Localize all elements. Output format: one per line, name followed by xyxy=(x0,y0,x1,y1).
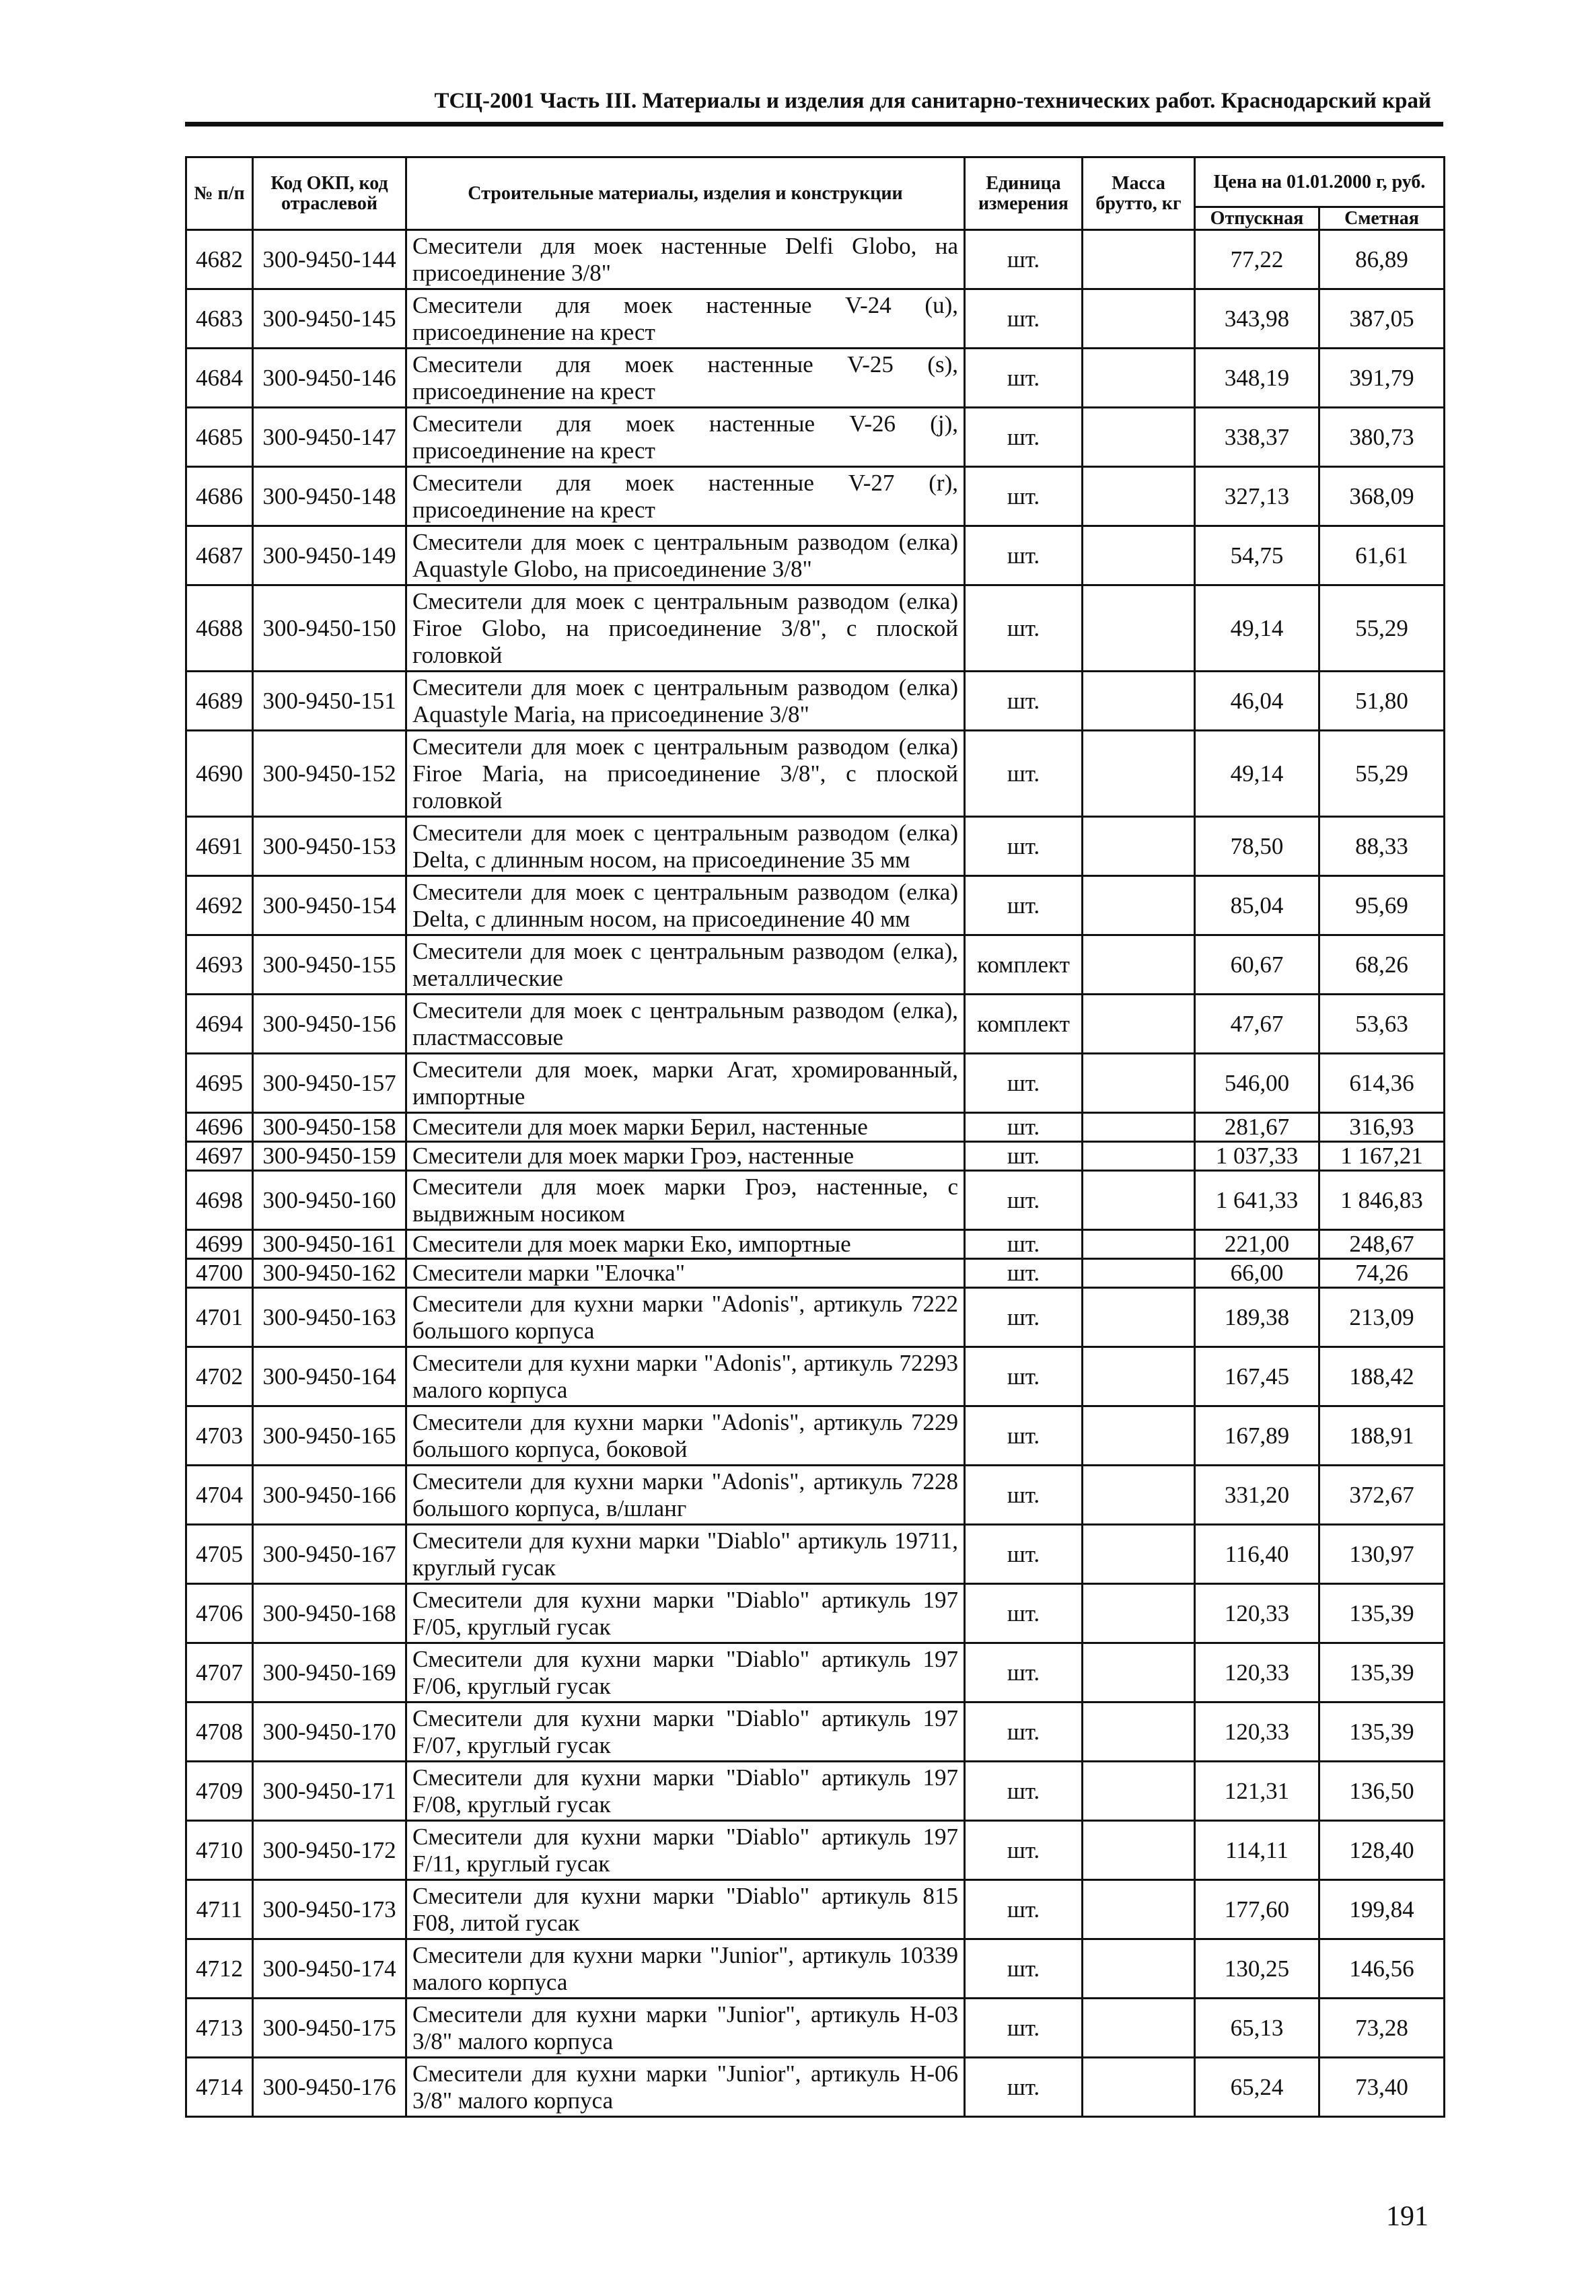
col-header-mass: Масса брутто, кг xyxy=(1083,157,1195,230)
cell-code: 300-9450-166 xyxy=(253,1466,406,1525)
cell-unit: шт. xyxy=(965,1525,1083,1584)
cell-num: 4692 xyxy=(186,876,253,935)
cell-mass xyxy=(1083,1171,1195,1230)
table-row xyxy=(186,1762,1445,1821)
cell-num: 4693 xyxy=(186,935,253,995)
cell-code: 300-9450-158 xyxy=(253,1113,406,1142)
cell-name: Смесители марки "Елочка" xyxy=(406,1259,965,1288)
cell-mass xyxy=(1083,1939,1195,1999)
cell-release: 65,24 xyxy=(1195,2058,1319,2117)
table-row xyxy=(186,1999,1445,2058)
cell-estimate: 135,39 xyxy=(1319,1643,1445,1702)
cell-name: Смесители для кухни марки "Diablo" артикуль 197 F/11, круглый гусак xyxy=(406,1821,965,1880)
header-title: ТСЦ-2001 Часть III. Материалы и изделия для санитарно-технических работ. Краснодарский край xyxy=(434,89,1431,113)
cell-unit: шт. xyxy=(965,1142,1083,1171)
cell-mass xyxy=(1083,1584,1195,1643)
cell-unit: шт. xyxy=(965,1259,1083,1288)
table-row xyxy=(186,1643,1445,1702)
cell-estimate: 86,89 xyxy=(1319,230,1445,289)
cell-num: 4689 xyxy=(186,672,253,731)
table-row xyxy=(186,1259,1445,1288)
cell-estimate: 95,69 xyxy=(1319,876,1445,935)
cell-unit: шт. xyxy=(965,1762,1083,1821)
cell-num: 4698 xyxy=(186,1171,253,1230)
cell-name: Смесители для кухни марки "Junior", артикуль 10339 малого корпуса xyxy=(406,1939,965,1999)
cell-num: 4711 xyxy=(186,1880,253,1939)
table-row xyxy=(186,2058,1445,2117)
cell-estimate: 213,09 xyxy=(1319,1288,1445,1347)
cell-estimate: 55,29 xyxy=(1319,731,1445,817)
cell-code: 300-9450-170 xyxy=(253,1702,406,1762)
cell-num: 4690 xyxy=(186,731,253,817)
cell-mass xyxy=(1083,1999,1195,2058)
cell-release: 77,22 xyxy=(1195,230,1319,289)
cell-mass xyxy=(1083,467,1195,526)
cell-code: 300-9450-156 xyxy=(253,995,406,1054)
col-header-price: Цена на 01.01.2000 г, руб. xyxy=(1195,157,1445,207)
cell-estimate: 73,28 xyxy=(1319,1999,1445,2058)
price-table xyxy=(185,156,1445,2118)
cell-mass xyxy=(1083,1230,1195,1259)
cell-release: 120,33 xyxy=(1195,1643,1319,1702)
cell-name: Смесители для кухни марки "Diablo" артикуль 197 F/06, круглый гусак xyxy=(406,1643,965,1702)
cell-mass xyxy=(1083,935,1195,995)
cell-estimate: 51,80 xyxy=(1319,672,1445,731)
cell-release: 120,33 xyxy=(1195,1702,1319,1762)
cell-code: 300-9450-157 xyxy=(253,1054,406,1113)
cell-release: 221,00 xyxy=(1195,1230,1319,1259)
cell-mass xyxy=(1083,1525,1195,1584)
col-header-name: Строительные материалы, изделия и конструкции xyxy=(406,157,965,230)
cell-code: 300-9450-153 xyxy=(253,817,406,876)
cell-estimate: 128,40 xyxy=(1319,1821,1445,1880)
cell-name: Смесители для моек с центральным разводом (елка) Delta, с длинным носом, на присоединение 40 мм xyxy=(406,876,965,935)
cell-name: Смесители для кухни марки "Adonis", артикуль 72293 малого корпуса xyxy=(406,1347,965,1406)
cell-num: 4684 xyxy=(186,349,253,408)
cell-release: 116,40 xyxy=(1195,1525,1319,1584)
cell-num: 4714 xyxy=(186,2058,253,2117)
cell-num: 4696 xyxy=(186,1113,253,1142)
cell-code: 300-9450-164 xyxy=(253,1347,406,1406)
cell-estimate: 74,26 xyxy=(1319,1259,1445,1288)
cell-name: Смесители для моек с центральным разводом (елка) Aquastyle Globo, на присоединение 3/8" xyxy=(406,526,965,585)
cell-mass xyxy=(1083,1466,1195,1525)
cell-num: 4685 xyxy=(186,408,253,467)
cell-release: 348,19 xyxy=(1195,349,1319,408)
cell-mass xyxy=(1083,1702,1195,1762)
table-row xyxy=(186,1171,1445,1230)
cell-name: Смесители для моек марки Гроэ, настенные xyxy=(406,1142,965,1171)
cell-unit: шт. xyxy=(965,526,1083,585)
cell-mass xyxy=(1083,1880,1195,1939)
page-number: 191 xyxy=(1386,2201,1428,2232)
table-row xyxy=(186,408,1445,467)
cell-code: 300-9450-174 xyxy=(253,1939,406,1999)
cell-release: 46,04 xyxy=(1195,672,1319,731)
cell-code: 300-9450-146 xyxy=(253,349,406,408)
cell-num: 4710 xyxy=(186,1821,253,1880)
cell-release: 47,67 xyxy=(1195,995,1319,1054)
cell-num: 4700 xyxy=(186,1259,253,1288)
cell-unit: шт. xyxy=(965,1406,1083,1466)
cell-estimate: 188,42 xyxy=(1319,1347,1445,1406)
cell-release: 546,00 xyxy=(1195,1054,1319,1113)
cell-release: 338,37 xyxy=(1195,408,1319,467)
cell-estimate: 136,50 xyxy=(1319,1762,1445,1821)
header-rule xyxy=(185,122,1443,127)
cell-name: Смесители для моек с центральным разводом (елка), пластмассовые xyxy=(406,995,965,1054)
cell-name: Смесители для моек с центральным разводом (елка) Firoe Globo, на присоединение 3/8", с плоской головкой xyxy=(406,585,965,672)
cell-unit: шт. xyxy=(965,1171,1083,1230)
col-header-release: Отпускная xyxy=(1195,207,1319,230)
cell-name: Смесители для кухни марки "Diablo" артикуль 815 F08, литой гусак xyxy=(406,1880,965,1939)
cell-name: Смесители для моек марки Еко, импортные xyxy=(406,1230,965,1259)
cell-estimate: 372,67 xyxy=(1319,1466,1445,1525)
table-row xyxy=(186,585,1445,672)
table-row xyxy=(186,1288,1445,1347)
cell-code: 300-9450-165 xyxy=(253,1406,406,1466)
cell-unit: шт. xyxy=(965,1999,1083,2058)
table-row xyxy=(186,731,1445,817)
cell-mass xyxy=(1083,1054,1195,1113)
cell-release: 49,14 xyxy=(1195,585,1319,672)
cell-name: Смесители для моек с центральным разводом (елка) Aquastyle Maria, на присоединение 3/8" xyxy=(406,672,965,731)
cell-code: 300-9450-149 xyxy=(253,526,406,585)
cell-code: 300-9450-176 xyxy=(253,2058,406,2117)
cell-release: 54,75 xyxy=(1195,526,1319,585)
cell-name: Смесители для кухни марки "Adonis", артикуль 7228 большого корпуса, в/шланг xyxy=(406,1466,965,1525)
cell-unit: шт. xyxy=(965,289,1083,349)
cell-name: Смесители для моек настенные V-25 (s), присоединение на крест xyxy=(406,349,965,408)
cell-name: Смесители для кухни марки "Diablo" артикуль 197 F/08, круглый гусак xyxy=(406,1762,965,1821)
cell-num: 4712 xyxy=(186,1939,253,1999)
cell-mass xyxy=(1083,1821,1195,1880)
cell-num: 4704 xyxy=(186,1466,253,1525)
cell-release: 331,20 xyxy=(1195,1466,1319,1525)
cell-code: 300-9450-148 xyxy=(253,467,406,526)
cell-release: 281,67 xyxy=(1195,1113,1319,1142)
table-row xyxy=(186,1584,1445,1643)
cell-release: 121,31 xyxy=(1195,1762,1319,1821)
cell-release: 167,45 xyxy=(1195,1347,1319,1406)
cell-name: Смесители для кухни марки "Diablo" артикуль 197 F/05, круглый гусак xyxy=(406,1584,965,1643)
cell-name: Смесители для моек настенные V-26 (j), присоединение на крест xyxy=(406,408,965,467)
cell-unit: шт. xyxy=(965,1288,1083,1347)
cell-name: Смесители для моек с центральным разводом (елка) Firoe Maria, на присоединение 3/8", с плоской головкой xyxy=(406,731,965,817)
cell-mass xyxy=(1083,876,1195,935)
cell-estimate: 614,36 xyxy=(1319,1054,1445,1113)
table-row xyxy=(186,672,1445,731)
cell-code: 300-9450-144 xyxy=(253,230,406,289)
cell-unit: шт. xyxy=(965,1113,1083,1142)
cell-code: 300-9450-162 xyxy=(253,1259,406,1288)
table-row xyxy=(186,995,1445,1054)
cell-num: 4683 xyxy=(186,289,253,349)
cell-estimate: 387,05 xyxy=(1319,289,1445,349)
cell-code: 300-9450-169 xyxy=(253,1643,406,1702)
cell-release: 78,50 xyxy=(1195,817,1319,876)
cell-code: 300-9450-163 xyxy=(253,1288,406,1347)
cell-estimate: 135,39 xyxy=(1319,1584,1445,1643)
table-body xyxy=(186,230,1445,2117)
cell-unit: шт. xyxy=(965,1821,1083,1880)
cell-mass xyxy=(1083,1259,1195,1288)
cell-name: Смесители для кухни марки "Diablo" артикуль 19711, круглый гусак xyxy=(406,1525,965,1584)
cell-unit: шт. xyxy=(965,1466,1083,1525)
cell-code: 300-9450-154 xyxy=(253,876,406,935)
table-row xyxy=(186,1347,1445,1406)
cell-num: 4699 xyxy=(186,1230,253,1259)
cell-release: 327,13 xyxy=(1195,467,1319,526)
cell-code: 300-9450-168 xyxy=(253,1584,406,1643)
cell-mass xyxy=(1083,1643,1195,1702)
cell-num: 4695 xyxy=(186,1054,253,1113)
table-row xyxy=(186,230,1445,289)
table-row xyxy=(186,1406,1445,1466)
cell-estimate: 199,84 xyxy=(1319,1880,1445,1939)
cell-unit: шт. xyxy=(965,731,1083,817)
cell-unit: шт. xyxy=(965,1054,1083,1113)
cell-code: 300-9450-152 xyxy=(253,731,406,817)
cell-estimate: 1 167,21 xyxy=(1319,1142,1445,1171)
cell-mass xyxy=(1083,585,1195,672)
cell-mass xyxy=(1083,289,1195,349)
cell-mass xyxy=(1083,1762,1195,1821)
cell-release: 85,04 xyxy=(1195,876,1319,935)
table-row xyxy=(186,1466,1445,1525)
cell-estimate: 73,40 xyxy=(1319,2058,1445,2117)
cell-code: 300-9450-175 xyxy=(253,1999,406,2058)
cell-mass xyxy=(1083,349,1195,408)
page-header xyxy=(185,86,1443,127)
table-row xyxy=(186,817,1445,876)
cell-unit: шт. xyxy=(965,585,1083,672)
cell-release: 189,38 xyxy=(1195,1288,1319,1347)
cell-release: 66,00 xyxy=(1195,1259,1319,1288)
col-header-code: Код ОКП, код отраслевой xyxy=(253,157,406,230)
cell-estimate: 316,93 xyxy=(1319,1113,1445,1142)
cell-estimate: 68,26 xyxy=(1319,935,1445,995)
table-row xyxy=(186,1821,1445,1880)
cell-mass xyxy=(1083,2058,1195,2117)
cell-code: 300-9450-147 xyxy=(253,408,406,467)
cell-name: Смесители для кухни марки "Diablo" артикуль 197 F/07, круглый гусак xyxy=(406,1702,965,1762)
cell-release: 343,98 xyxy=(1195,289,1319,349)
cell-name: Смесители для кухни марки "Adonis", артикуль 7229 большого корпуса, боковой xyxy=(406,1406,965,1466)
cell-mass xyxy=(1083,408,1195,467)
cell-name: Смесители для моек, марки Агат, хромированный, импортные xyxy=(406,1054,965,1113)
cell-mass xyxy=(1083,817,1195,876)
cell-name: Смесители для кухни марки "Junior", артикуль Н-06 3/8" малого корпуса xyxy=(406,2058,965,2117)
table-row xyxy=(186,1525,1445,1584)
cell-code: 300-9450-159 xyxy=(253,1142,406,1171)
cell-estimate: 53,63 xyxy=(1319,995,1445,1054)
cell-unit: шт. xyxy=(965,2058,1083,2117)
cell-unit: комплект xyxy=(965,935,1083,995)
cell-estimate: 61,61 xyxy=(1319,526,1445,585)
cell-unit: шт. xyxy=(965,1702,1083,1762)
cell-release: 1 037,33 xyxy=(1195,1142,1319,1171)
cell-unit: шт. xyxy=(965,408,1083,467)
cell-num: 4701 xyxy=(186,1288,253,1347)
cell-unit: шт. xyxy=(965,1347,1083,1406)
cell-estimate: 55,29 xyxy=(1319,585,1445,672)
table-row xyxy=(186,935,1445,995)
cell-unit: комплект xyxy=(965,995,1083,1054)
cell-release: 1 641,33 xyxy=(1195,1171,1319,1230)
col-header-num: № п/п xyxy=(186,157,253,230)
cell-num: 4708 xyxy=(186,1702,253,1762)
cell-mass xyxy=(1083,230,1195,289)
cell-num: 4694 xyxy=(186,995,253,1054)
table-head xyxy=(186,157,1445,230)
cell-unit: шт. xyxy=(965,1230,1083,1259)
table-row xyxy=(186,349,1445,408)
col-header-unit: Единица измерения xyxy=(965,157,1083,230)
cell-unit: шт. xyxy=(965,1939,1083,1999)
cell-estimate: 146,56 xyxy=(1319,1939,1445,1999)
table-row xyxy=(186,1054,1445,1113)
cell-estimate: 188,91 xyxy=(1319,1406,1445,1466)
table-row xyxy=(186,1113,1445,1142)
cell-name: Смесители для моек марки Гроэ, настенные, с выдвижным носиком xyxy=(406,1171,965,1230)
cell-release: 114,11 xyxy=(1195,1821,1319,1880)
cell-code: 300-9450-155 xyxy=(253,935,406,995)
cell-num: 4687 xyxy=(186,526,253,585)
table-row xyxy=(186,1230,1445,1259)
cell-mass xyxy=(1083,526,1195,585)
cell-num: 4713 xyxy=(186,1999,253,2058)
cell-code: 300-9450-151 xyxy=(253,672,406,731)
cell-name: Смесители для моек с центральным разводом (елка) Delta, с длинным носом, на присоединение 35 мм xyxy=(406,817,965,876)
table-row xyxy=(186,1702,1445,1762)
cell-mass xyxy=(1083,1406,1195,1466)
cell-num: 4682 xyxy=(186,230,253,289)
table-row xyxy=(186,526,1445,585)
cell-release: 167,89 xyxy=(1195,1406,1319,1466)
cell-code: 300-9450-145 xyxy=(253,289,406,349)
cell-mass xyxy=(1083,995,1195,1054)
cell-code: 300-9450-167 xyxy=(253,1525,406,1584)
cell-num: 4707 xyxy=(186,1643,253,1702)
table-row xyxy=(186,1880,1445,1939)
cell-estimate: 248,67 xyxy=(1319,1230,1445,1259)
cell-name: Смесители для моек марки Берил, настенные xyxy=(406,1113,965,1142)
cell-unit: шт. xyxy=(965,1643,1083,1702)
cell-name: Смесители для кухни марки "Junior", артикуль Н-03 3/8" малого корпуса xyxy=(406,1999,965,2058)
cell-num: 4709 xyxy=(186,1762,253,1821)
cell-num: 4702 xyxy=(186,1347,253,1406)
cell-estimate: 135,39 xyxy=(1319,1702,1445,1762)
cell-unit: шт. xyxy=(965,1584,1083,1643)
cell-num: 4691 xyxy=(186,817,253,876)
cell-release: 120,33 xyxy=(1195,1584,1319,1643)
cell-name: Смесители для моек настенные Delfi Globo, на присоединение 3/8" xyxy=(406,230,965,289)
cell-estimate: 380,73 xyxy=(1319,408,1445,467)
cell-code: 300-9450-160 xyxy=(253,1171,406,1230)
cell-unit: шт. xyxy=(965,1880,1083,1939)
cell-num: 4705 xyxy=(186,1525,253,1584)
cell-mass xyxy=(1083,672,1195,731)
cell-estimate: 391,79 xyxy=(1319,349,1445,408)
cell-mass xyxy=(1083,731,1195,817)
cell-release: 49,14 xyxy=(1195,731,1319,817)
cell-estimate: 88,33 xyxy=(1319,817,1445,876)
cell-release: 130,25 xyxy=(1195,1939,1319,1999)
cell-release: 65,13 xyxy=(1195,1999,1319,2058)
cell-name: Смесители для моек с центральным разводом (елка), металлические xyxy=(406,935,965,995)
cell-num: 4703 xyxy=(186,1406,253,1466)
cell-code: 300-9450-150 xyxy=(253,585,406,672)
cell-release: 60,67 xyxy=(1195,935,1319,995)
cell-estimate: 1 846,83 xyxy=(1319,1171,1445,1230)
cell-num: 4706 xyxy=(186,1584,253,1643)
table-row xyxy=(186,876,1445,935)
cell-estimate: 368,09 xyxy=(1319,467,1445,526)
table-row xyxy=(186,1939,1445,1999)
cell-release: 177,60 xyxy=(1195,1880,1319,1939)
cell-num: 4688 xyxy=(186,585,253,672)
cell-mass xyxy=(1083,1142,1195,1171)
col-header-estimate: Сметная xyxy=(1319,207,1445,230)
cell-name: Смесители для моек настенные V-27 (r), присоединение на крест xyxy=(406,467,965,526)
cell-code: 300-9450-172 xyxy=(253,1821,406,1880)
cell-num: 4686 xyxy=(186,467,253,526)
cell-unit: шт. xyxy=(965,230,1083,289)
cell-unit: шт. xyxy=(965,467,1083,526)
cell-estimate: 130,97 xyxy=(1319,1525,1445,1584)
cell-mass xyxy=(1083,1113,1195,1142)
cell-mass xyxy=(1083,1347,1195,1406)
cell-unit: шт. xyxy=(965,817,1083,876)
table-row xyxy=(186,1142,1445,1171)
table-row xyxy=(186,289,1445,349)
cell-code: 300-9450-161 xyxy=(253,1230,406,1259)
cell-unit: шт. xyxy=(965,672,1083,731)
cell-mass xyxy=(1083,1288,1195,1347)
cell-code: 300-9450-171 xyxy=(253,1762,406,1821)
cell-name: Смесители для моек настенные V-24 (u), присоединение на крест xyxy=(406,289,965,349)
table-row xyxy=(186,467,1445,526)
cell-name: Смесители для кухни марки "Adonis", артикуль 7222 большого корпуса xyxy=(406,1288,965,1347)
cell-unit: шт. xyxy=(965,876,1083,935)
cell-code: 300-9450-173 xyxy=(253,1880,406,1939)
cell-unit: шт. xyxy=(965,349,1083,408)
cell-num: 4697 xyxy=(186,1142,253,1171)
